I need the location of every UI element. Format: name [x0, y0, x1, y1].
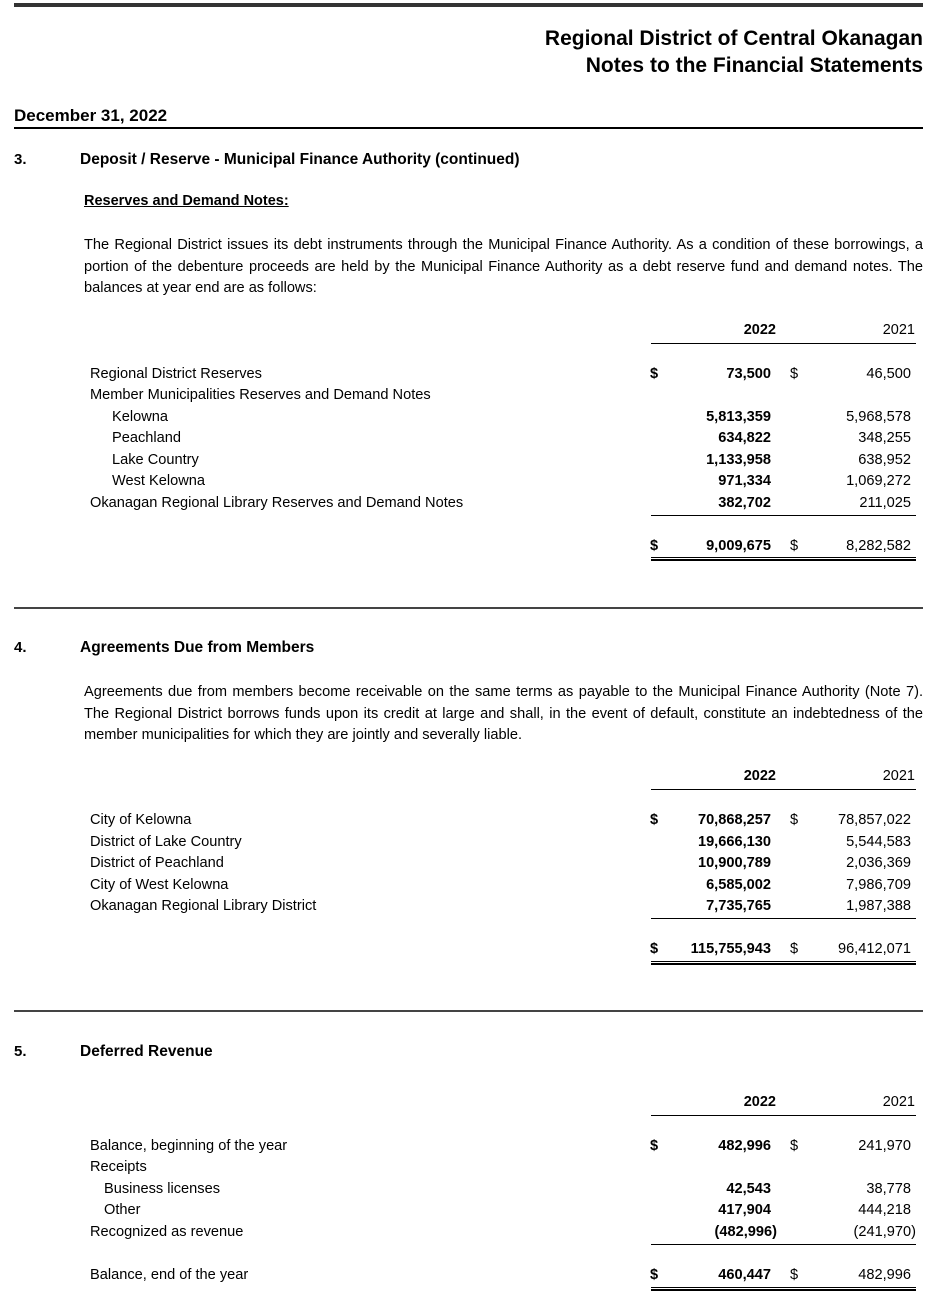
- note4-header-rule: [651, 789, 916, 790]
- table-row: [0, 1157, 952, 1178]
- value-2022: (482,996): [714, 1224, 777, 1240]
- total-2022: 115,755,943: [690, 941, 771, 957]
- dollar-sign: $: [650, 538, 659, 554]
- dollar-sign: $: [790, 366, 799, 382]
- value-2021: 5,544,583: [846, 834, 911, 850]
- note4-paragraph: Agreements due from members become receivable on the same terms as payable to the Municipal Finance Authority (Note 7). The Regional District borrows funds upon its credit at large and shall, in the event of default, constitute an indebtedness of the member municipalities for which they are jointly and severally liable.: [84, 684, 923, 743]
- note3-col-2022: 2022: [743, 322, 776, 338]
- value-2022: 634,822: [718, 430, 771, 446]
- dollar-sign: $: [650, 941, 659, 957]
- table-row: [0, 853, 952, 874]
- dollar-sign: $: [650, 1267, 659, 1283]
- dollar-sign: $: [650, 1138, 659, 1154]
- row-label: Peachland: [112, 430, 181, 446]
- note4-heading: Agreements Due from Members: [80, 639, 315, 656]
- dollar-sign: $: [790, 1138, 799, 1154]
- table-row: [0, 875, 952, 896]
- dollar-sign: $: [790, 1267, 799, 1283]
- value-2021: 1,987,388: [846, 898, 911, 914]
- document-subtitle: Notes to the Financial Statements: [585, 54, 923, 77]
- row-label: Business licenses: [104, 1181, 220, 1197]
- row-label: West Kelowna: [112, 473, 206, 489]
- total-2022: 9,009,675: [706, 538, 771, 554]
- value-2021: 1,069,272: [846, 473, 911, 489]
- row-label: Okanagan Regional Library District: [90, 898, 317, 914]
- note3-total-double-rule: [651, 557, 916, 561]
- value-2021: 5,968,578: [846, 409, 911, 425]
- value-2022: 6,585,002: [706, 877, 771, 893]
- note4-number: 4.: [14, 639, 27, 656]
- value-2022: 382,702: [718, 495, 771, 511]
- row-label: Balance, end of the year: [90, 1267, 249, 1283]
- table-row: [0, 385, 952, 406]
- value-2021: (241,970): [853, 1224, 916, 1240]
- value-2022: 971,334: [718, 473, 771, 489]
- value-2022: 10,900,789: [697, 855, 771, 871]
- value-2021: 46,500: [866, 366, 911, 382]
- note5-heading: Deferred Revenue: [80, 1043, 213, 1060]
- dollar-sign: $: [790, 538, 799, 554]
- row-label: City of West Kelowna: [90, 877, 229, 893]
- row-label: Balance, beginning of the year: [90, 1138, 288, 1154]
- total-2021: 8,282,582: [846, 538, 911, 554]
- row-label: District of Peachland: [90, 855, 224, 871]
- total-row: [0, 536, 952, 557]
- note3-subheading: Reserves and Demand Notes:: [84, 193, 289, 209]
- date-rule: [14, 127, 923, 129]
- note5-number: 5.: [14, 1043, 27, 1060]
- row-label: Okanagan Regional Library Reserves and Demand Notes: [90, 495, 464, 511]
- total-row: [0, 939, 952, 960]
- table-row: [0, 364, 952, 385]
- value-2021: 78,857,022: [837, 812, 911, 828]
- row-label: Member Municipalities Reserves and Demand Notes: [90, 387, 431, 403]
- value-2021: 2,036,369: [846, 855, 911, 871]
- value-2021: 444,218: [858, 1202, 911, 1218]
- value-2021: 348,255: [858, 430, 911, 446]
- value-2022: 417,904: [718, 1202, 771, 1218]
- value-2022: 482,996: [718, 1138, 771, 1154]
- table-row: [0, 471, 952, 492]
- value-2022: 7,735,765: [706, 898, 771, 914]
- note3-number: 3.: [14, 151, 27, 168]
- row-label: City of Kelowna: [90, 812, 192, 828]
- table-row: [0, 407, 952, 428]
- note3-col-2021: 2021: [882, 322, 915, 338]
- note3-paragraph: The Regional District issues its debt instruments through the Municipal Finance Authority. As a condition of these borrowings, a portion of the debenture proceeds are held by the Municipal Finance Authority as a debt reserve fund and demand notes. The balances at year end are as follows:: [84, 237, 923, 296]
- value-2022: 5,813,359: [706, 409, 771, 425]
- table-row: [0, 896, 952, 917]
- row-label: Receipts: [90, 1159, 147, 1175]
- table-row: [0, 1222, 952, 1243]
- note3-heading: Deposit / Reserve - Municipal Finance Authority (continued): [80, 151, 520, 168]
- value-2022: 73,500: [726, 366, 771, 382]
- value-2021: 211,025: [859, 495, 911, 511]
- note3-header-rule: [651, 343, 916, 344]
- section-divider: [14, 607, 923, 609]
- statement-date: December 31, 2022: [14, 106, 168, 125]
- row-label: Recognized as revenue: [90, 1224, 244, 1240]
- row-label: District of Lake Country: [90, 834, 242, 850]
- value-2022: 42,543: [726, 1181, 771, 1197]
- note3-subtotal-rule: [651, 515, 916, 516]
- table-row: [0, 1136, 952, 1157]
- table-row: [0, 493, 952, 514]
- note4-total-double-rule: [651, 961, 916, 965]
- top-rule: [14, 3, 923, 7]
- value-2022: 70,868,257: [697, 812, 771, 828]
- note4-col-2021: 2021: [882, 768, 915, 784]
- total-row: [0, 1265, 952, 1286]
- note4-subtotal-rule: [651, 918, 916, 919]
- document-title: Regional District of Central Okanagan: [544, 27, 923, 50]
- dollar-sign: $: [790, 812, 799, 828]
- table-row: [0, 428, 952, 449]
- note5-total-double-rule: [651, 1287, 916, 1291]
- table-row: [0, 810, 952, 831]
- total-2022: 460,447: [718, 1267, 771, 1283]
- value-2021: 638,952: [858, 452, 911, 468]
- table-row: [0, 1179, 952, 1200]
- table-row: [0, 832, 952, 853]
- total-2021: 482,996: [858, 1267, 911, 1283]
- row-label: Lake Country: [112, 452, 199, 468]
- table-row: [0, 450, 952, 471]
- dollar-sign: $: [790, 941, 799, 957]
- total-2021: 96,412,071: [837, 941, 911, 957]
- note4-col-2022: 2022: [743, 768, 776, 784]
- value-2021: 241,970: [858, 1138, 911, 1154]
- value-2022: 1,133,958: [706, 452, 771, 468]
- dollar-sign: $: [650, 366, 659, 382]
- value-2021: 7,986,709: [846, 877, 911, 893]
- dollar-sign: $: [650, 812, 659, 828]
- row-label: Regional District Reserves: [90, 366, 262, 382]
- row-label: Kelowna: [112, 409, 168, 425]
- table-row: [0, 1200, 952, 1221]
- section-divider: [14, 1010, 923, 1012]
- value-2022: 19,666,130: [697, 834, 771, 850]
- note5-subtotal-rule: [651, 1244, 916, 1245]
- note5-header-rule: [651, 1115, 916, 1116]
- row-label: Other: [104, 1202, 141, 1218]
- note5-col-2022: 2022: [743, 1094, 776, 1110]
- note5-col-2021: 2021: [882, 1094, 915, 1110]
- value-2021: 38,778: [866, 1181, 911, 1197]
